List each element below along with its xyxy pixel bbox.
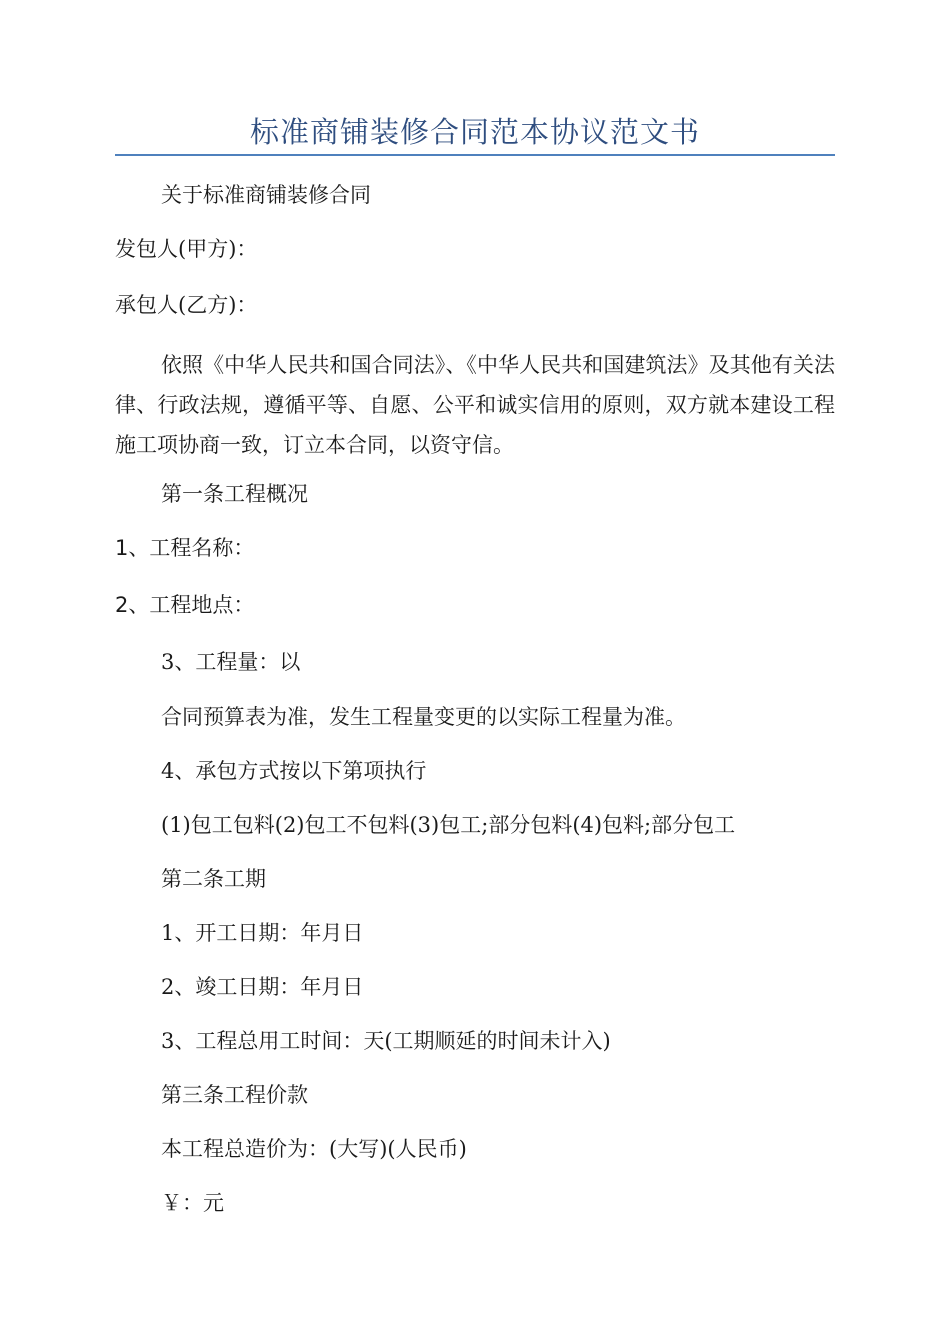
document-title: 标准商铺装修合同范本协议范文书 — [249, 115, 700, 149]
article-3-yuan-line: ￥：元 — [161, 1191, 224, 1215]
intro-line: 关于标准商铺装修合同 — [161, 183, 371, 207]
article-3-price-line: 本工程总造价为：(大写)(人民币) — [161, 1137, 467, 1161]
party-a-line: 发包人(甲方)： — [115, 237, 258, 261]
title-underline — [115, 154, 835, 156]
article-1-item-3-continued: 合同预算表为准，发生工程量变更的以实际工程量为准。 — [161, 705, 686, 729]
article-2-heading: 第二条工期 — [161, 867, 266, 891]
article-1-item-4-options: (1)包工包料(2)包工不包料(3)包工;部分包料(4)包料;部分包工 — [161, 813, 736, 837]
article-1-item-1: 1、工程名称： — [115, 536, 255, 560]
article-1-item-2: 2、工程地点： — [115, 593, 255, 617]
article-3-heading: 第三条工程价款 — [161, 1083, 308, 1107]
article-1-heading: 第一条工程概况 — [161, 482, 308, 506]
article-2-item-1: 1、开工日期：年月日 — [161, 921, 364, 945]
article-2-item-3: 3、工程总用工时间：天(工期顺延的时间未计入) — [161, 1029, 611, 1053]
party-b-line: 承包人(乙方)： — [115, 293, 258, 317]
article-1-item-4: 4、承包方式按以下第项执行 — [161, 759, 427, 783]
article-2-item-2: 2、竣工日期：年月日 — [161, 975, 364, 999]
article-1-item-3: 3、工程量：以 — [161, 650, 301, 674]
preamble-paragraph: 依照《中华人民共和国合同法》、《中华人民共和国建筑法》及其他有关法律、行政法规，遵循平等、自愿、公平和诚实信用的原则，双方就本建设工程施工项协商一致，订立本合同，以资守信。 — [115, 353, 835, 457]
